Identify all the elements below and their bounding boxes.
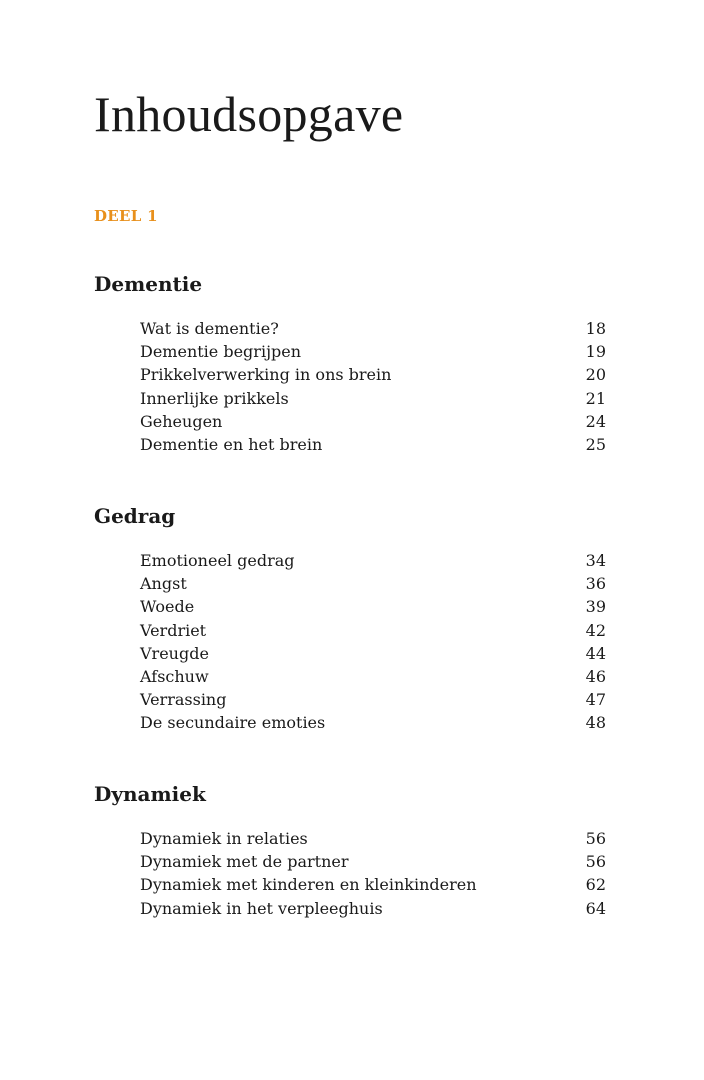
section-heading: Gedrag	[94, 504, 176, 528]
toc-section-gedrag	[94, 503, 606, 733]
toc-entry-list	[140, 827, 606, 920]
toc-entry-title: Dynamiek met de partner	[140, 852, 349, 872]
toc-section-dynamiek	[94, 781, 606, 918]
toc-entry-page: 25	[585, 434, 606, 454]
toc-entry[interactable]	[140, 665, 606, 688]
toc-entry[interactable]	[140, 688, 606, 711]
toc-entry-title: Emotioneel gedrag	[140, 551, 295, 570]
toc-entry-title: Afschuw	[140, 666, 209, 686]
toc-entry[interactable]	[140, 711, 606, 734]
toc-entry[interactable]	[140, 642, 606, 665]
toc-entry-page: 20	[585, 365, 606, 385]
toc-entry-title: Dynamiek met kinderen en kleinkinderen	[140, 875, 477, 895]
part-label: DEEL 1	[94, 207, 158, 225]
section-heading: Dynamiek	[94, 782, 206, 806]
toc-entry-list	[140, 549, 606, 735]
page-title: Inhoudsopgave	[94, 86, 404, 142]
toc-entry-title: Verdriet	[140, 620, 207, 640]
toc-entry[interactable]	[140, 572, 606, 595]
toc-entry-title: Angst	[140, 574, 187, 594]
toc-entry-page: 56	[585, 852, 606, 872]
toc-entry[interactable]	[140, 410, 606, 433]
toc-entry-title: Dementie en het brein	[140, 434, 323, 454]
toc-entry-page: 42	[585, 620, 606, 640]
toc-entry[interactable]	[140, 433, 606, 456]
toc-entry[interactable]	[140, 387, 606, 410]
toc-entry-title: Woede	[140, 597, 195, 617]
toc-entry[interactable]	[140, 827, 606, 850]
toc-entry-page: 39	[585, 597, 606, 617]
toc-entry-page: 19	[585, 342, 606, 362]
toc-entry-page: 64	[585, 898, 606, 918]
toc-entry[interactable]	[140, 340, 606, 363]
toc-entry-page: 44	[585, 643, 606, 663]
toc-section-dementie	[94, 271, 606, 454]
toc-entry[interactable]	[140, 873, 606, 896]
toc-entry-page: 62	[585, 875, 606, 895]
toc-entry-page: 18	[585, 319, 606, 338]
section-heading: Dementie	[94, 272, 203, 296]
toc-entry-title: Verrassing	[140, 690, 227, 710]
toc-entry-page: 47	[585, 690, 606, 710]
toc-entry[interactable]	[140, 595, 606, 618]
toc-entry[interactable]	[140, 549, 606, 572]
toc-entry-title: Innerlijke prikkels	[140, 388, 289, 408]
toc-entry-title: Dementie begrijpen	[140, 342, 302, 362]
toc-entry-page: 36	[585, 574, 606, 594]
toc-entry-page: 21	[585, 388, 606, 408]
toc-entry-title: Dynamiek in relaties	[140, 829, 308, 848]
toc-entry-title: Vreugde	[140, 643, 209, 663]
toc-entry-title: De secundaire emoties	[140, 713, 326, 733]
toc-entry-page: 48	[585, 713, 606, 733]
toc-entry-page: 34	[585, 551, 606, 570]
toc-entry[interactable]	[140, 897, 606, 920]
toc-entry[interactable]	[140, 619, 606, 642]
toc-entry-title: Wat is dementie?	[140, 319, 279, 338]
toc-entry-page: 46	[585, 666, 606, 686]
toc-entry[interactable]	[140, 850, 606, 873]
toc-entry-page: 56	[585, 829, 606, 848]
toc-entry[interactable]	[140, 317, 606, 340]
toc-entry-title: Prikkelverwerking in ons brein	[140, 365, 392, 385]
toc-entry[interactable]	[140, 363, 606, 386]
toc-entry-list	[140, 317, 606, 456]
toc-entry-page: 24	[585, 411, 606, 431]
toc-entry-title: Dynamiek in het verpleeghuis	[140, 898, 383, 918]
toc-entry-title: Geheugen	[140, 411, 223, 431]
